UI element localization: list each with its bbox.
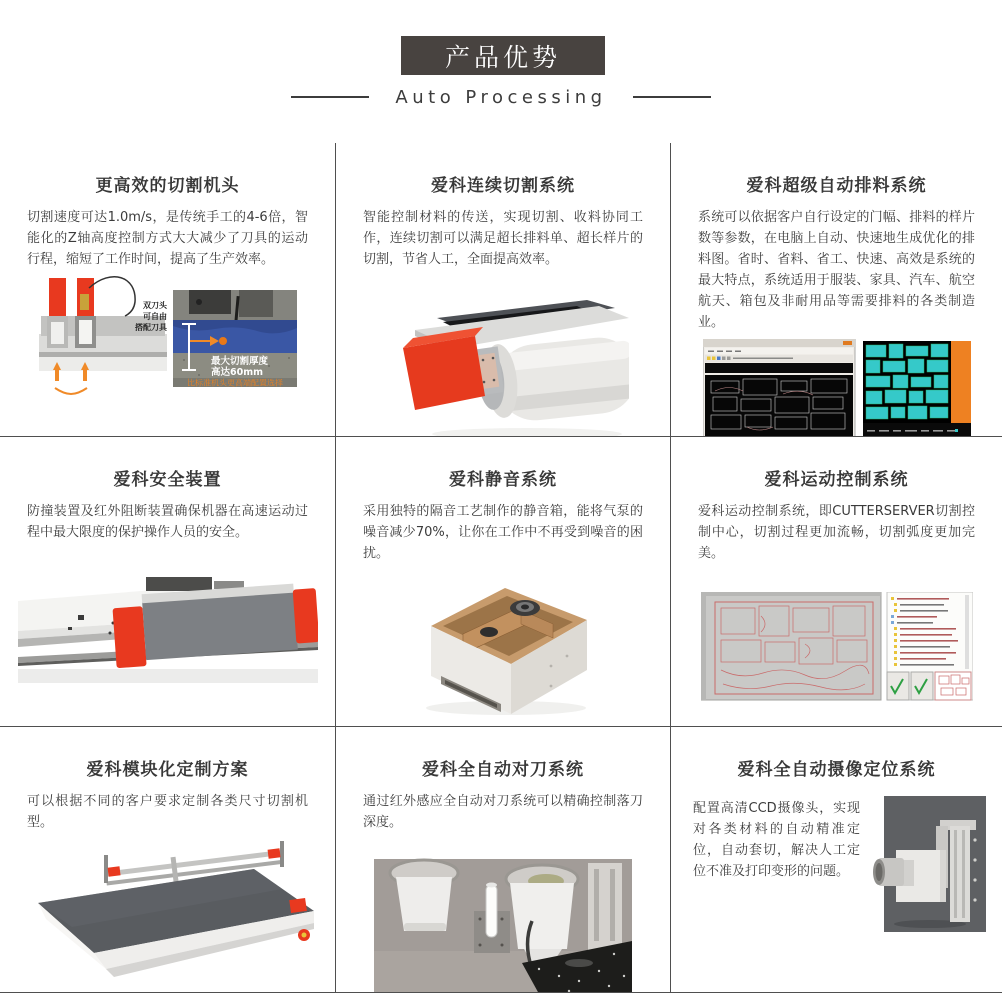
material-roller-render: [377, 296, 629, 436]
flatbed-cutter-render: [22, 841, 314, 992]
subtitle-left-rule: [291, 96, 369, 98]
card-auto-nesting: [671, 143, 1002, 436]
annotation-dual-head: 双刀头: [142, 301, 167, 310]
card-body: 采用独特的隔音工艺制作的静音箱，能将气泵的噪音减少70%，让你在工作中不再受到噪音的困扰。: [363, 504, 643, 561]
annotation-photo-caption: 比标准机头更高端配置选择: [186, 378, 283, 388]
feature-row-3: [0, 727, 1002, 993]
card-title: 爱科超级自动排料系统: [746, 176, 927, 196]
card-title: 爱科运动控制系统: [764, 470, 909, 490]
ccd-camera-render: [870, 796, 986, 932]
card-camera-positioning: [671, 727, 1002, 992]
dual-cutting-head-photo: [39, 276, 297, 398]
nesting-software-screenshots: [703, 339, 971, 436]
safety-beam-render: [18, 571, 318, 686]
card-title: 爱科连续切割系统: [431, 176, 575, 196]
annotation-max-thickness: 最大切割厚度: [210, 356, 268, 367]
feature-grid: [0, 143, 1002, 993]
card-title: 更高效的切割机头: [95, 176, 240, 196]
section-subtitle-row: [0, 86, 1002, 108]
section-title-box: [401, 36, 605, 75]
card-body: 爱科运动控制系统，即CUTTERSERVER切割控制中心，切割过程更加流畅，切割弧度更加完美。: [698, 504, 975, 561]
card-body: 系统可以依据客户自行设定的门幅、排料的样片数等参数，在电脑上自动、快速地生成优化的排料图。省时、省料、省工、快速、高效是系统的最大特点，系统适用于服装、家具、汽车、航空航天、箱包及非耐用品等需要排料的各类制造业。: [698, 210, 975, 330]
feature-row-1: [0, 143, 1002, 437]
section-subtitle: Auto Processing: [395, 86, 607, 108]
card-body: 配置高清CCD摄像头，实现对各类材料的自动精准定位，自动套切，解决人工定位不准及打印变形的问题。: [693, 801, 860, 879]
section-title: 产品优势: [444, 42, 561, 72]
card-title: 爱科模块化定制方案: [86, 760, 249, 780]
motion-control-software-screenshot: [701, 592, 973, 704]
feature-row-2: [0, 437, 1002, 727]
card-title: 爱科全自动摄像定位系统: [737, 760, 936, 780]
subtitle-right-rule: [633, 96, 711, 98]
card-title: 爱科静音系统: [449, 470, 557, 490]
annotation-tools: 搭配刀具: [134, 323, 167, 332]
card-title: 爱科安全装置: [113, 470, 222, 490]
card-body: 通过红外感应全自动对刀系统可以精确控制落刀深度。: [363, 794, 643, 830]
card-auto-tool-calibration: [336, 727, 671, 992]
card-body: 切割速度可达1.0m/s，是传统手工的4-6倍，智能化的Z轴高度控制方式大大减少了刀具的运动行程，缩短了工作时间，提高了生产效率。: [27, 210, 308, 267]
annotation-free: 可自由: [142, 312, 167, 321]
card-continuous-cutting: [336, 143, 671, 436]
card-body: 智能控制材料的传送，实现切割、收料协同工作，连续切割可以满足超长排料单、超长样片的切割，节省人工，全面提高效率。: [363, 210, 643, 267]
card-safety-device: [0, 437, 336, 726]
card-silencer-system: [336, 437, 671, 726]
tool-calibration-render: [374, 851, 632, 992]
card-body: 防撞装置及红外阻断装置确保机器在高速运动过程中最大限度的保护操作人员的安全。: [27, 504, 308, 540]
card-body: 可以根据不同的客户要求定制各类尺寸切割机型。: [27, 794, 308, 830]
card-modular-customization: [0, 727, 336, 992]
card-title: 爱科全自动对刀系统: [422, 760, 584, 780]
card-motion-control: [671, 437, 1002, 726]
silencer-box-photo: [401, 566, 606, 718]
card-cutting-head: [0, 143, 336, 436]
annotation-thickness-value: 高达60mm: [210, 367, 263, 378]
camera-card-content: [671, 796, 1002, 932]
